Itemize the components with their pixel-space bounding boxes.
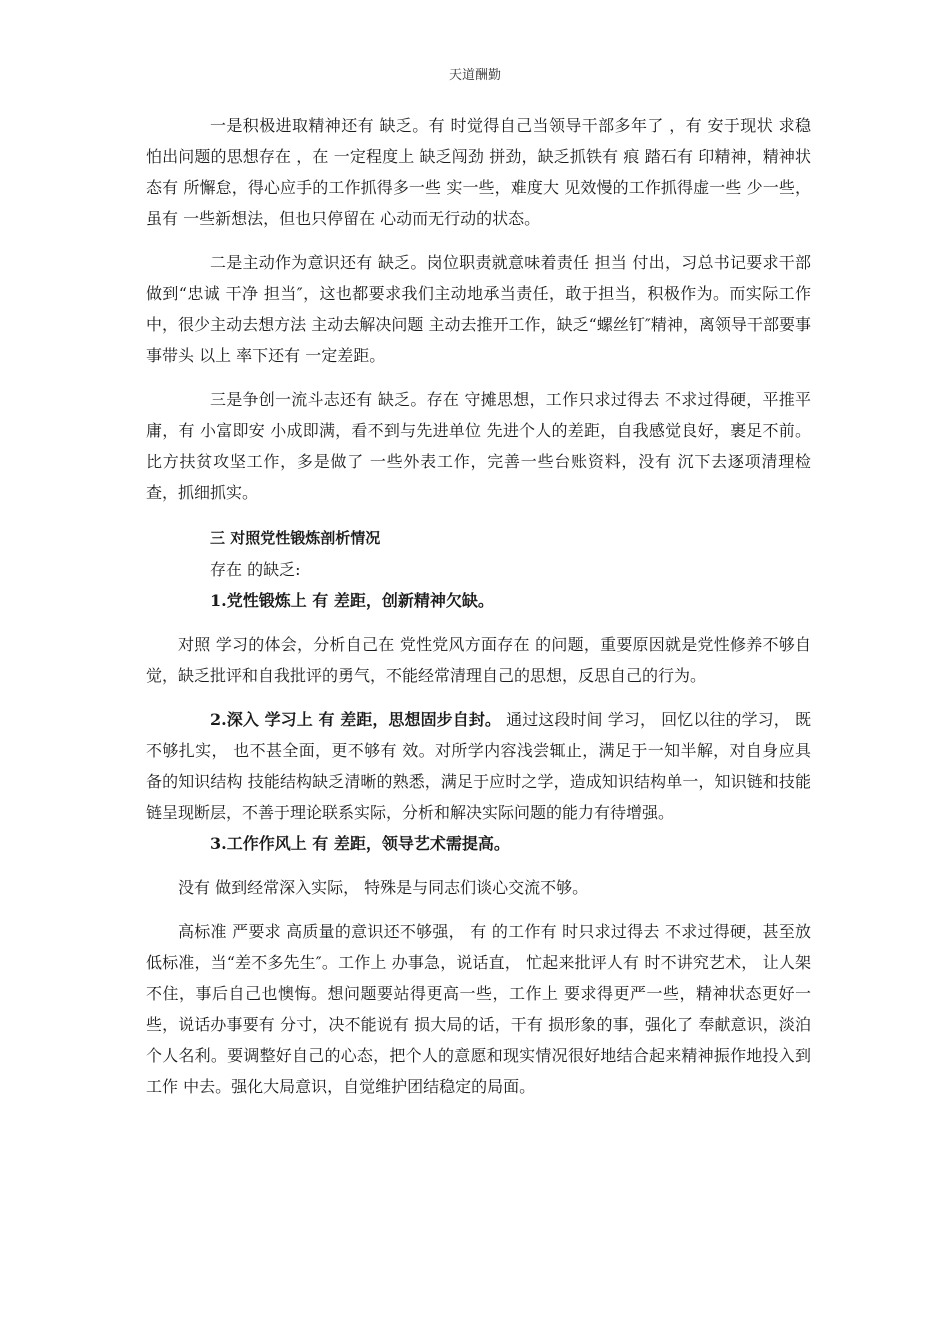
paragraph-3: 三是争创一流斗志还有 缺乏。存在 守摊思想，工作只求过得去 不求过得硬，平推平庸，有 小富即安 小成即满，看不到与先进单位 先进个人的差距，自我感觉良好，裹足不前。比方扶贫攻坚工作，多是做了 一些外表工作，完善一些台账资料，没有 沉下去逐项清理检查，抓细抓实。 <box>146 390 811 502</box>
item-1-title: 1.党性锻炼上 有 差距，创新精神欠缺。 <box>210 591 494 610</box>
item-2-paragraph <box>146 704 811 828</box>
item-3-title: 3.工作作风上 有 差距，领导艺术需提高。 <box>210 834 510 853</box>
paragraph-2: 二是主动作为意识还有 缺乏。岗位职责就意味着责任 担当 付出，习总书记要求干部做到“忠诚 干净 担当″，这也都要求我们主动地承当责任，敢于担当，积极作为。而实际工作 中，很少主动去想方法 主动去解决问题 主动去推开工作，缺乏“螺丝钉″精神，离领导干部要事事带头 以上 率下还有 一定差距。 <box>146 253 811 365</box>
document-body <box>146 110 811 1102</box>
item-2-body: 通过这段时间 学习， 回忆以往的学习， 既不够扎实， 也不甚全面，更不够有 效。对所学内容浅尝辄止，满足于一知半解，对自身应具备的知识结构 技能结构缺乏清晰的熟悉，满足于应时之学，造成知识结构单一，知识链和技能链呈现断层，不善于理论联系实际，分析和解决实际问题的能力有待增强。 <box>146 710 811 822</box>
item-1-body: 对照 学习的体会，分析自己在 党性党风方面存在 的问题，重要原因就是党性修养不够自觉，缺乏批评和自我批评的勇气，不能经常清理自己的思想，反思自己的行为。 <box>146 635 811 685</box>
page-header: 天道酬勤 <box>448 68 501 83</box>
section-heading: 三 对照党性锻炼剖析情况 <box>210 529 381 547</box>
existing-shortcomings: 存在 的缺乏: <box>210 560 301 579</box>
item-2-title: 2.深入 学习上 有 差距，思想固步自封。 <box>210 710 501 729</box>
paragraph-1: 一是积极进取精神还有 缺乏。有 时觉得自己当领导干部多年了 ，有 安于现状 求稳 怕出问题的思想存在 ，在 一定程度上 缺乏闯劲 拼劲，缺乏抓铁有 痕 踏石有 印精神，精神状态有 所懈怠，得心应手的工作抓得多一些 实一些，难度大 见效慢的工作抓得虚一些 少一些，虽有 一些新想法，但也只停留在 心动而无行动的状态。 <box>146 116 811 228</box>
standard-paragraph: 高标准 严要求 高质量的意识还不够强， 有 的工作有 时只求过得去 不求过得硬，甚至放低标准，当“差不多先生″。工作上 办事急，说话直， 忙起来批评人有 时不讲究艺术， 让人架不住，事后自己也懊悔。想问题要站得更高一些，工作上 要求得更严一些，精神状态更好一些，说话办事要有 分寸，决不能说有 损大局的话，干有 损形象的事，强化了 奉献意识，淡泊个人名利。要调整好自己的心态，把个人的意愿和现实情况很好地结合起来精神振作地投入到工作 中去。强化大局意识，自觉维护团结稳定的局面。 <box>146 922 811 1096</box>
conduct-paragraph: 没有 做到经常深入实际， 特殊是与同志们谈心交流不够。 <box>178 878 589 897</box>
